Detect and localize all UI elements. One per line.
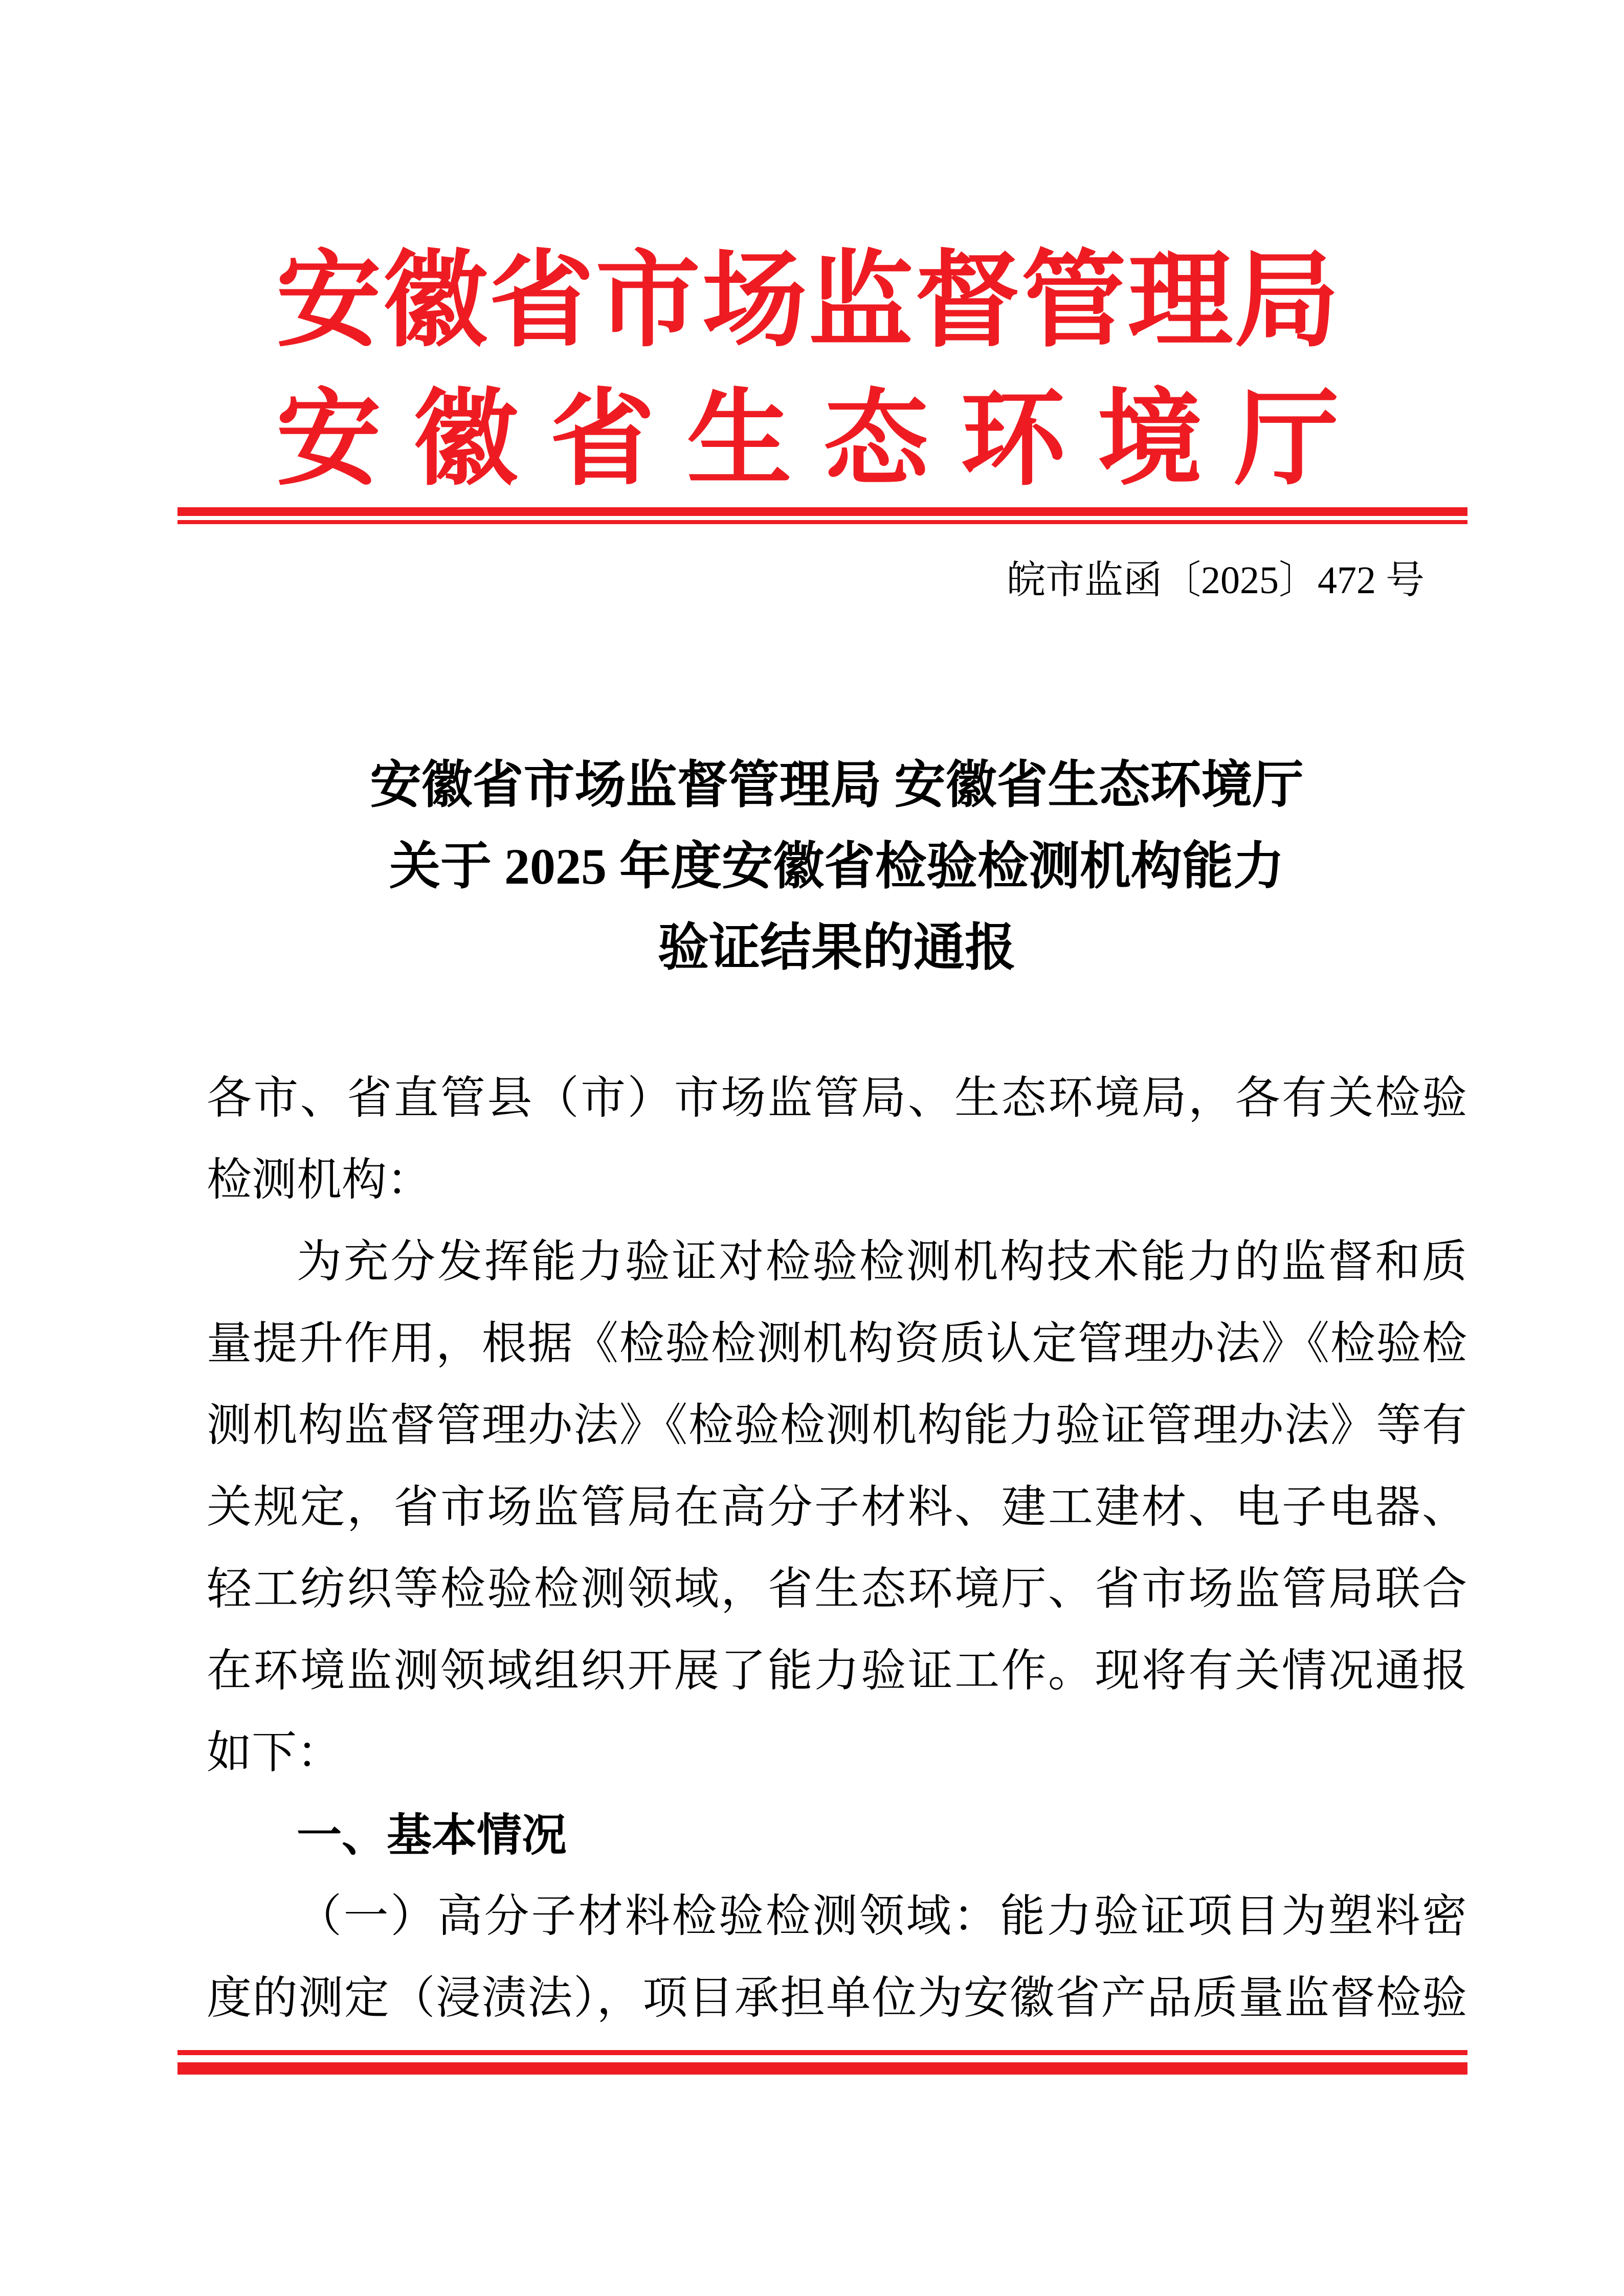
body-line: 度的测定（浸渍法），项目承担单位为安徽省产品质量监督检验 bbox=[207, 1974, 1467, 2023]
section-heading: 一、基本情况 bbox=[297, 1810, 567, 1860]
body-line: 为充分发挥能力验证对检验检测机构技术能力的监督和质 bbox=[297, 1237, 1467, 1287]
letterhead bbox=[276, 232, 1339, 509]
body-line: 如下： bbox=[207, 1728, 342, 1778]
body-line: 检测机构： bbox=[207, 1156, 432, 1205]
agency-name-line-2: 安徽省生态环境厅 bbox=[276, 382, 1339, 498]
body-line: （一）高分子材料检验检测领域：能力验证项目为塑料密 bbox=[297, 1892, 1467, 1942]
document-title-line-2: 关于 2025 年度安徽省检验检测机构能力 bbox=[389, 838, 1284, 895]
body-line: 各市、省直管县（市）市场监管局、生态环境局，各有关检验 bbox=[207, 1074, 1467, 1123]
document-title bbox=[207, 745, 1467, 988]
document-number: 皖市监函〔2025〕472 号 bbox=[1007, 559, 1425, 602]
body-line: 在环境监测领域组织开展了能力验证工作。现将有关情况通报 bbox=[207, 1647, 1467, 1696]
body-line: 量提升作用，根据《检验检测机构资质认定管理办法》《检验检 bbox=[207, 1319, 1467, 1369]
top-separator-thin-rule bbox=[177, 520, 1467, 524]
agency-name-line-1: 安徽省市场监督管理局 bbox=[276, 243, 1339, 359]
document-body bbox=[207, 1058, 1467, 2040]
document-title-line-3: 验证结果的通报 bbox=[658, 919, 1016, 976]
body-line: 测机构监督管理办法》《检验检测机构能力验证管理办法》等有 bbox=[207, 1401, 1467, 1451]
top-separator-thick-rule bbox=[177, 507, 1467, 516]
bottom-separator-thin-rule bbox=[177, 2050, 1467, 2055]
body-line: 轻工纺织等检验检测领域，省生态环境厅、省市场监管局联合 bbox=[207, 1565, 1467, 1614]
document-title-line-1: 安徽省市场监督管理局 安徽省生态环境厅 bbox=[370, 757, 1304, 814]
body-line: 关规定，省市场监管局在高分子材料、建工建材、电子电器、 bbox=[207, 1483, 1467, 1533]
bottom-separator-thick-rule bbox=[177, 2062, 1467, 2075]
